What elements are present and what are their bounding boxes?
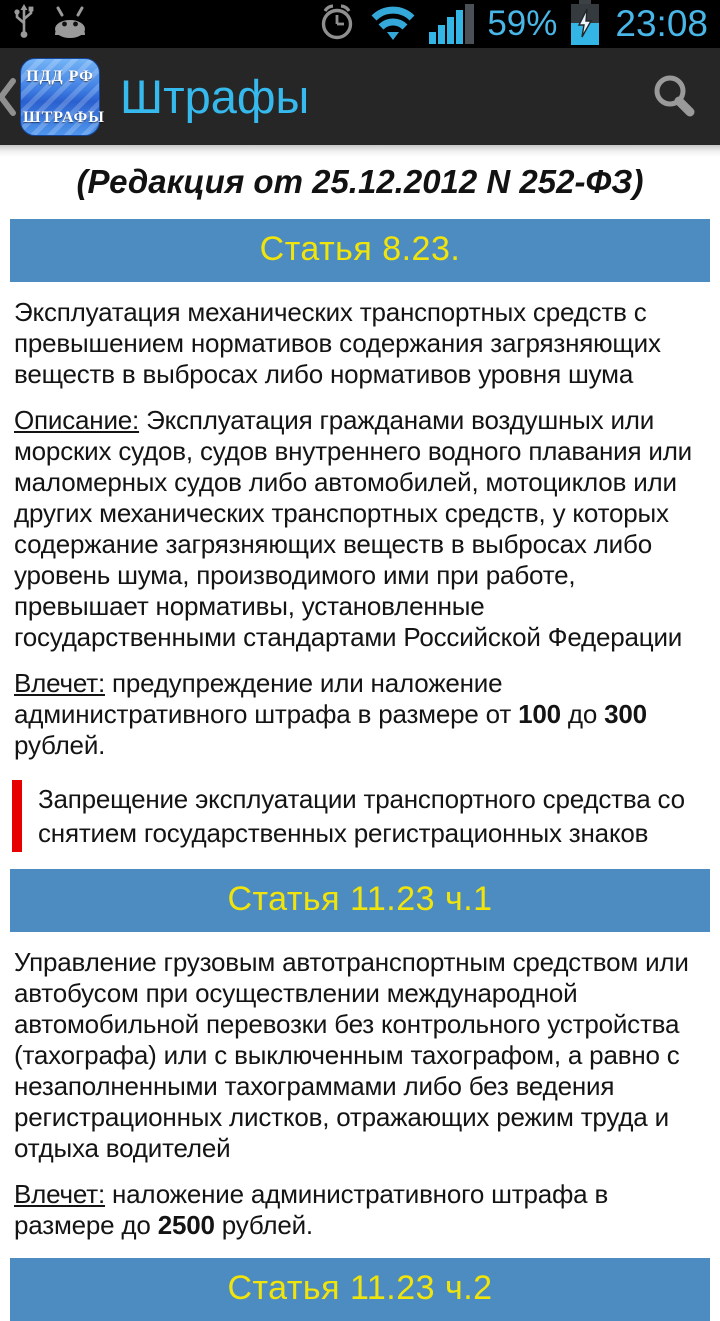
penalty-label: Влечет:: [14, 668, 105, 698]
page-title: Штрафы: [120, 70, 310, 123]
penalty-text: предупреждение или наложение административного штрафа в размере от: [14, 668, 519, 729]
signal-icon: [429, 4, 474, 44]
app-bar: [0, 48, 720, 145]
article-description: [14, 405, 706, 653]
app-logo-line1: ПДД РФ: [26, 67, 94, 85]
status-bar: [0, 0, 720, 48]
android-debug-icon: [49, 5, 91, 44]
article-header-11-23-1: Статья 11.23 ч.1: [10, 869, 710, 932]
usb-icon: [12, 3, 36, 46]
back-chevron-icon[interactable]: [0, 75, 16, 119]
article-header-8-23: Статья 8.23.: [10, 219, 710, 282]
app-logo-icon: [20, 58, 105, 136]
penalty-text: наложение административного штрафа в размере до: [14, 1179, 609, 1240]
article-header-11-23-2: Статья 11.23 ч.2: [10, 1258, 710, 1321]
description-text: Эксплуатация гражданами воздушных или морских судов, судов внутреннего водного плавания или маломерных судов либо автомобилей, мотоциклов или других механических транспортных средств, у которых содержание загрязняющих веществ в выбросах либо уровень шума, производимого ими при работе, превышает нормативы, установленные государственными стандартами Российской Федерации: [14, 405, 693, 652]
edition-note: (Редакция от 25.12.2012 N 252-ФЗ): [76, 163, 644, 200]
penalty-min-amount: 100: [518, 699, 561, 729]
battery-percent: 59%: [487, 4, 558, 43]
description-label: Описание:: [14, 405, 140, 435]
clock-time: 23:08: [615, 3, 708, 44]
penalty-label: Влечет:: [14, 1179, 105, 1209]
sanction-text: Запрещение эксплуатации транспортного средства со снятием государственных регистрационных знаков: [38, 784, 685, 848]
sanction-note: [12, 780, 706, 852]
search-icon[interactable]: [648, 71, 700, 123]
penalty-max-amount: 300: [604, 699, 647, 729]
article-summary: Управление грузовым автотранспортным средством или автобусом при осуществлении международной автомобильной перевозки без контрольного устройства (тахографа) или с выключенным тахографом, а равно с незаполненными тахограммами либо без ведения регистрационных листков, отражающих режим труда и отдыха водителей: [14, 947, 689, 1163]
article-penalty: Влечет: наложение административного штрафа в размере до 2500 рублей.: [14, 1179, 609, 1240]
article-penalty: Влечет: предупреждение или наложение административного штрафа в размере от 100 до 300 рублей.: [14, 668, 647, 760]
wifi-icon: [370, 3, 416, 46]
app-logo-line2: ШТРАФЫ: [23, 108, 105, 126]
battery-charging-icon: [570, 0, 600, 50]
article-scroll-view[interactable]: [0, 157, 720, 1321]
header-shadow: [0, 145, 720, 157]
article-summary: Эксплуатация механических транспортных средств с превышением нормативов содержания загрязняющих веществ в выбросах либо нормативов уровня шума: [14, 297, 661, 389]
penalty-amount: 2500: [157, 1210, 215, 1240]
alarm-icon: [317, 2, 357, 47]
